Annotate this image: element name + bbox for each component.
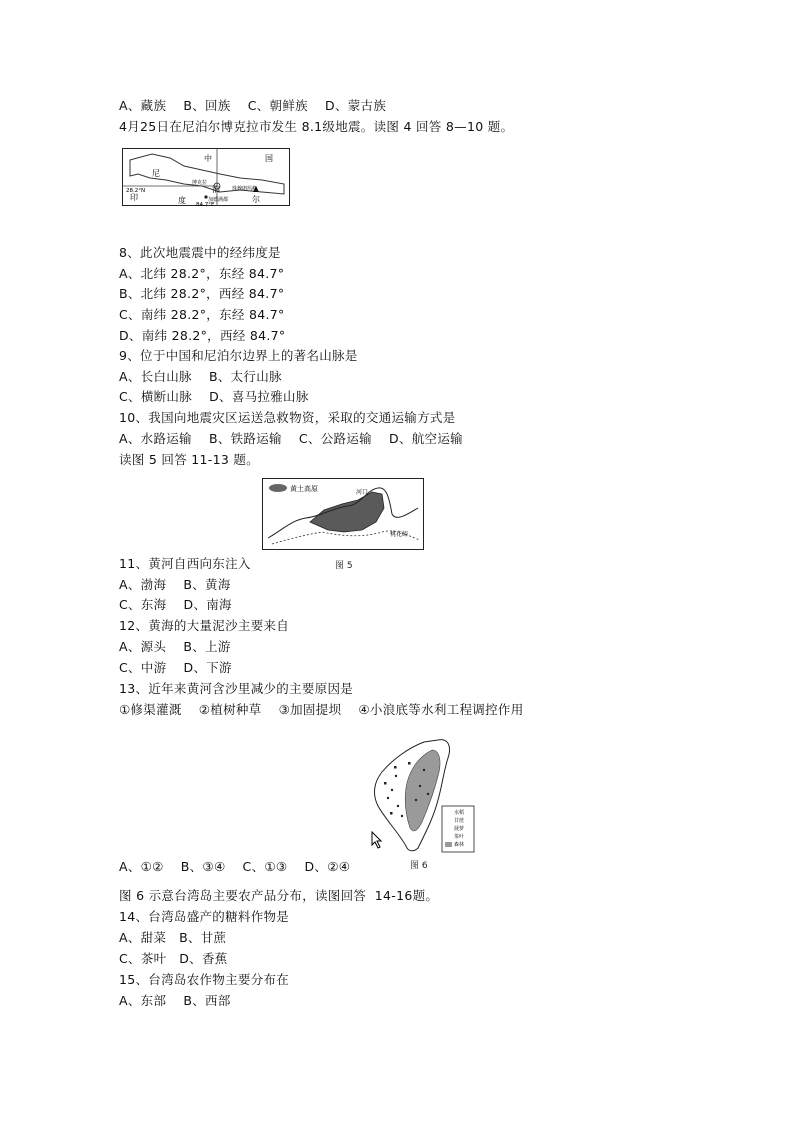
map5-label-taohuayu: 桃花峪 [390,531,409,538]
q11-stem: 11、黄河自西向东注入 [119,556,251,571]
q10-stem: 10、我国向地震灾区运送急救物资，采取的交通运输方式是 [119,410,456,425]
q8-option-c: C、南纬 28.2°，东经 84.7° [119,307,285,322]
q12-options-ab: A、源头 B、上游 [119,639,231,654]
map-figure-6 [368,736,478,856]
yellow-river-map-graphic [262,478,424,550]
intro-questions-8-10: 4月25日在尼泊尔博克拉市发生 8.1级地震。读图 4 回答 8—10 题。 [119,119,514,134]
q10-options: A、水路运输 B、铁路运输 C、公路运输 D、航空运输 [119,431,463,446]
map4-peak-label: 珠穆朗玛峰 [232,186,258,192]
map5-legend-loess: 黄土高原 [290,485,318,493]
map4-city-kathmandu: 加德满都 [208,197,229,203]
q13-stem: 13、近年来黄河含沙里减少的主要原因是 [119,681,354,696]
map6-legend-pineapple: 菠萝 [454,826,465,832]
q8-option-b: B、北纬 28.2°，西经 84.7° [119,286,285,301]
map6-caption: 图 6 [410,861,428,871]
map4-city-pokhara: 博克拉 [192,180,208,186]
map4-label-china-2: 国 [265,154,273,163]
map6-legend-sugarcane: 甘蔗 [454,818,465,824]
q8-option-a: A、北纬 28.2°，东经 84.7° [119,266,285,281]
q9-options-cd: C、横断山脉 D、喜马拉雅山脉 [119,389,309,404]
cursor-arrow-icon [371,831,383,849]
q14-options-cd: C、茶叶 D、香蕉 [119,951,228,966]
q11-options-ab: A、渤海 B、黄海 [119,577,231,592]
map4-label-nepal-1: 尼 [152,169,160,178]
map5-label-river: 河口 [356,489,369,496]
q15-stem: 15、台湾岛农作物主要分布在 [119,972,290,987]
map-figure-5 [262,478,424,550]
taiwan-map-graphic [368,736,478,856]
map4-label-nepal-3: 尔 [252,195,260,204]
q13-items: ①修渠灌溉 ②植树种草 ③加固提坝 ④小浪底等水利工程调控作用 [119,702,524,717]
q14-stem: 14、台湾岛盛产的糖料作物是 [119,909,290,924]
map5-caption: 图 5 [335,561,353,571]
q9-options-ab: A、长白山脉 B、太行山脉 [119,369,282,384]
q8-option-d: D、南纬 28.2°，西经 84.7° [119,328,286,343]
map-figure-4 [122,148,290,206]
q14-options-ab: A、甜菜 B、甘蔗 [119,930,227,945]
intro-questions-11-13: 读图 5 回答 11-13 题。 [119,452,259,467]
map6-legend-forest: 森林 [454,842,465,848]
map4-label-nepal-2: 泊 [212,185,220,194]
intro-questions-14-16: 图 6 示意台湾岛主要农产品分布，读图回答 14-16题。 [119,888,439,903]
q7-options: A、藏族 B、回族 C、朝鲜族 D、蒙古族 [119,98,387,113]
map4-label-china-1: 中 [204,154,212,163]
map4-latitude: 28.2°N [126,188,146,194]
map4-label-india-1: 印 [130,193,138,202]
q13-options: A、①② B、③④ C、①③ D、②④ [119,859,351,874]
q12-stem: 12、黄海的大量泥沙主要来自 [119,618,290,633]
map6-legend-tea: 茶叶 [454,834,465,840]
map4-longitude: 84.7°E [196,202,215,206]
q15-options-ab: A、东部 B、西部 [119,993,231,1008]
map6-legend-rice: 水稻 [454,810,465,816]
q12-options-cd: C、中游 D、下游 [119,660,232,675]
q11-options-cd: C、东海 D、南海 [119,597,232,612]
nepal-map-graphic [122,148,290,206]
map4-label-india-2: 度 [178,196,186,205]
q8-stem: 8、此次地震震中的经纬度是 [119,245,281,260]
q9-stem: 9、位于中国和尼泊尔边界上的著名山脉是 [119,348,358,363]
